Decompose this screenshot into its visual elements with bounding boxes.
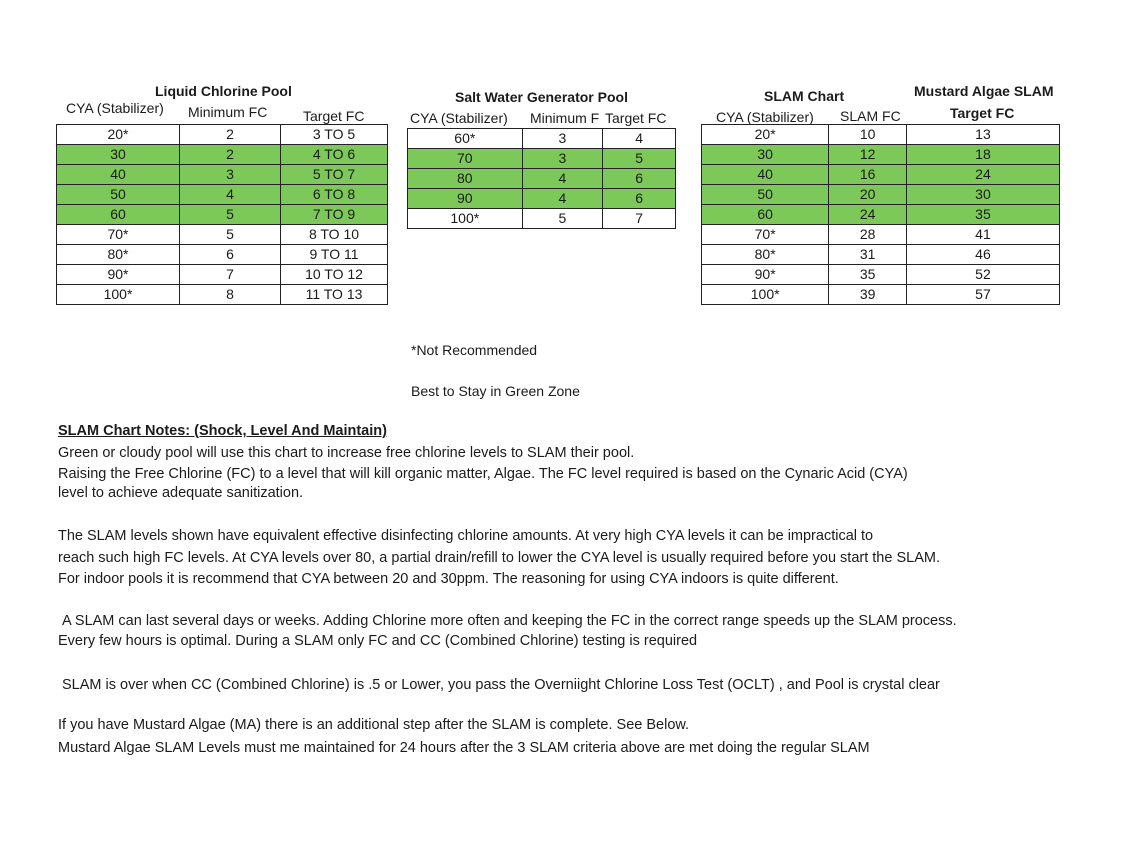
table-cell: 20* — [702, 125, 829, 145]
table-cell: 80* — [702, 245, 829, 265]
table-cell: 2 — [180, 145, 281, 165]
slam-header-slamfc: SLAM FC — [840, 108, 901, 124]
table-cell: 30 — [906, 185, 1059, 205]
table-cell: 16 — [829, 165, 907, 185]
slam-chart-table — [701, 124, 1060, 305]
note-line: The SLAM levels shown have equivalent effective disinfecting chlorine amounts. At very high CYA levels it can be impractical to — [58, 528, 874, 544]
table-cell: 10 TO 12 — [281, 265, 388, 285]
table-row — [57, 205, 388, 225]
table-cell: 57 — [906, 285, 1059, 305]
salt-water-title: Salt Water Generator Pool — [455, 89, 628, 105]
table-row — [702, 225, 1060, 245]
table-cell: 11 TO 13 — [281, 285, 388, 305]
liquid-header-cya: CYA (Stabilizer) — [66, 100, 164, 116]
table-row — [408, 149, 676, 169]
table-cell: 35 — [906, 205, 1059, 225]
table-cell: 90 — [408, 189, 523, 209]
table-row — [57, 285, 388, 305]
table-row — [702, 165, 1060, 185]
slam-header-target: Target FC — [950, 105, 1015, 121]
table-cell: 3 TO 5 — [281, 125, 388, 145]
table-cell: 46 — [906, 245, 1059, 265]
table-row — [408, 169, 676, 189]
table-row — [57, 265, 388, 285]
note-line: Raising the Free Chlorine (FC) to a level that will kill organic matter, Algae. The FC level required is based on the Cynaric Acid (CYA) — [58, 466, 908, 482]
not-recommended-note: *Not Recommended — [411, 342, 538, 358]
table-cell: 7 TO 9 — [281, 205, 388, 225]
note-line: Every few hours is optimal. During a SLAM only FC and CC (Combined Chlorine) testing is required — [58, 633, 698, 649]
table-cell: 4 TO 6 — [281, 145, 388, 165]
table-cell: 90* — [57, 265, 180, 285]
table-cell: 5 — [603, 149, 676, 169]
table-row — [702, 205, 1060, 225]
salt-water-table — [407, 128, 676, 229]
table-row — [702, 185, 1060, 205]
salt-header-min: Minimum F — [530, 110, 600, 126]
table-cell: 8 — [180, 285, 281, 305]
table-cell: 5 — [180, 205, 281, 225]
table-cell: 6 — [603, 189, 676, 209]
table-cell: 4 — [603, 129, 676, 149]
table-cell: 20* — [57, 125, 180, 145]
table-cell: 100* — [702, 285, 829, 305]
table-cell: 100* — [408, 209, 523, 229]
table-cell: 80 — [408, 169, 523, 189]
table-row — [57, 225, 388, 245]
table-cell: 31 — [829, 245, 907, 265]
table-cell: 4 — [522, 189, 603, 209]
note-line: If you have Mustard Algae (MA) there is an additional step after the SLAM is complete. See Below. — [58, 717, 690, 733]
table-cell: 24 — [829, 205, 907, 225]
table-row — [408, 189, 676, 209]
table-cell: 40 — [702, 165, 829, 185]
table-cell: 60 — [702, 205, 829, 225]
green-zone-note: Best to Stay in Green Zone — [411, 383, 580, 399]
note-line: Mustard Algae SLAM Levels must me maintained for 24 hours after the 3 SLAM criteria above are met doing the regular SLAM — [58, 740, 870, 756]
table-cell: 40 — [57, 165, 180, 185]
table-cell: 90* — [702, 265, 829, 285]
slam-header-cya: CYA (Stabilizer) — [716, 109, 814, 125]
table-cell: 5 — [522, 209, 603, 229]
table-cell: 3 — [522, 129, 603, 149]
table-row — [57, 145, 388, 165]
table-cell: 50 — [57, 185, 180, 205]
salt-header-target: Target FC — [605, 110, 667, 126]
table-cell: 52 — [906, 265, 1059, 285]
table-cell: 70 — [408, 149, 523, 169]
table-cell: 6 — [603, 169, 676, 189]
note-line: Green or cloudy pool will use this chart to increase free chlorine levels to SLAM their pool. — [58, 445, 635, 461]
table-row — [408, 209, 676, 229]
table-cell: 30 — [57, 145, 180, 165]
table-cell: 60* — [408, 129, 523, 149]
table-cell: 4 — [522, 169, 603, 189]
table-cell: 70* — [702, 225, 829, 245]
table-row — [702, 285, 1060, 305]
table-cell: 13 — [906, 125, 1059, 145]
table-cell: 2 — [180, 125, 281, 145]
liquid-chlorine-table — [56, 124, 388, 305]
table-row — [57, 125, 388, 145]
table-cell: 41 — [906, 225, 1059, 245]
liquid-header-min: Minimum FC — [188, 104, 268, 120]
mustard-algae-title: Mustard Algae SLAM — [914, 83, 1054, 99]
table-cell: 8 TO 10 — [281, 225, 388, 245]
slam-chart-title: SLAM Chart — [764, 88, 845, 104]
table-cell: 39 — [829, 285, 907, 305]
table-cell: 3 — [522, 149, 603, 169]
table-cell: 5 — [180, 225, 281, 245]
salt-header-cya: CYA (Stabilizer) — [410, 110, 508, 126]
table-row — [702, 145, 1060, 165]
table-cell: 6 TO 8 — [281, 185, 388, 205]
note-line: reach such high FC levels. At CYA levels over 80, a partial drain/refill to lower the CYA level is usually required before you start the SLAM. — [58, 550, 940, 566]
note-line: A SLAM can last several days or weeks. Adding Chlorine more often and keeping the FC in the correct range speeds up the SLAM process. — [62, 613, 957, 629]
table-cell: 20 — [829, 185, 907, 205]
table-cell: 12 — [829, 145, 907, 165]
table-cell: 80* — [57, 245, 180, 265]
table-row — [57, 185, 388, 205]
note-line: level to achieve adequate sanitization. — [58, 485, 304, 501]
notes-title: SLAM Chart Notes: (Shock, Level And Maintain) — [58, 423, 387, 439]
liquid-header-target: Target FC — [303, 108, 365, 124]
table-cell: 10 — [829, 125, 907, 145]
table-row — [702, 125, 1060, 145]
table-cell: 7 — [603, 209, 676, 229]
table-cell: 5 TO 7 — [281, 165, 388, 185]
table-cell: 6 — [180, 245, 281, 265]
table-cell: 4 — [180, 185, 281, 205]
table-cell: 35 — [829, 265, 907, 285]
table-row — [57, 165, 388, 185]
note-line: SLAM is over when CC (Combined Chlorine) is .5 or Lower, you pass the Overniight Chlorine Loss Test (OCLT) , and Pool is crystal clear — [62, 677, 940, 693]
table-cell: 60 — [57, 205, 180, 225]
table-cell: 50 — [702, 185, 829, 205]
table-cell: 24 — [906, 165, 1059, 185]
table-cell: 3 — [180, 165, 281, 185]
table-cell: 28 — [829, 225, 907, 245]
table-cell: 9 TO 11 — [281, 245, 388, 265]
table-cell: 70* — [57, 225, 180, 245]
table-cell: 30 — [702, 145, 829, 165]
table-row — [408, 129, 676, 149]
table-row — [57, 245, 388, 265]
table-cell: 100* — [57, 285, 180, 305]
table-cell: 18 — [906, 145, 1059, 165]
table-cell: 7 — [180, 265, 281, 285]
note-line: For indoor pools it is recommend that CYA between 20 and 30ppm. The reasoning for using CYA indoors is quite different. — [58, 571, 839, 587]
table-row — [702, 245, 1060, 265]
table-row — [702, 265, 1060, 285]
liquid-chlorine-title: Liquid Chlorine Pool — [155, 83, 292, 99]
